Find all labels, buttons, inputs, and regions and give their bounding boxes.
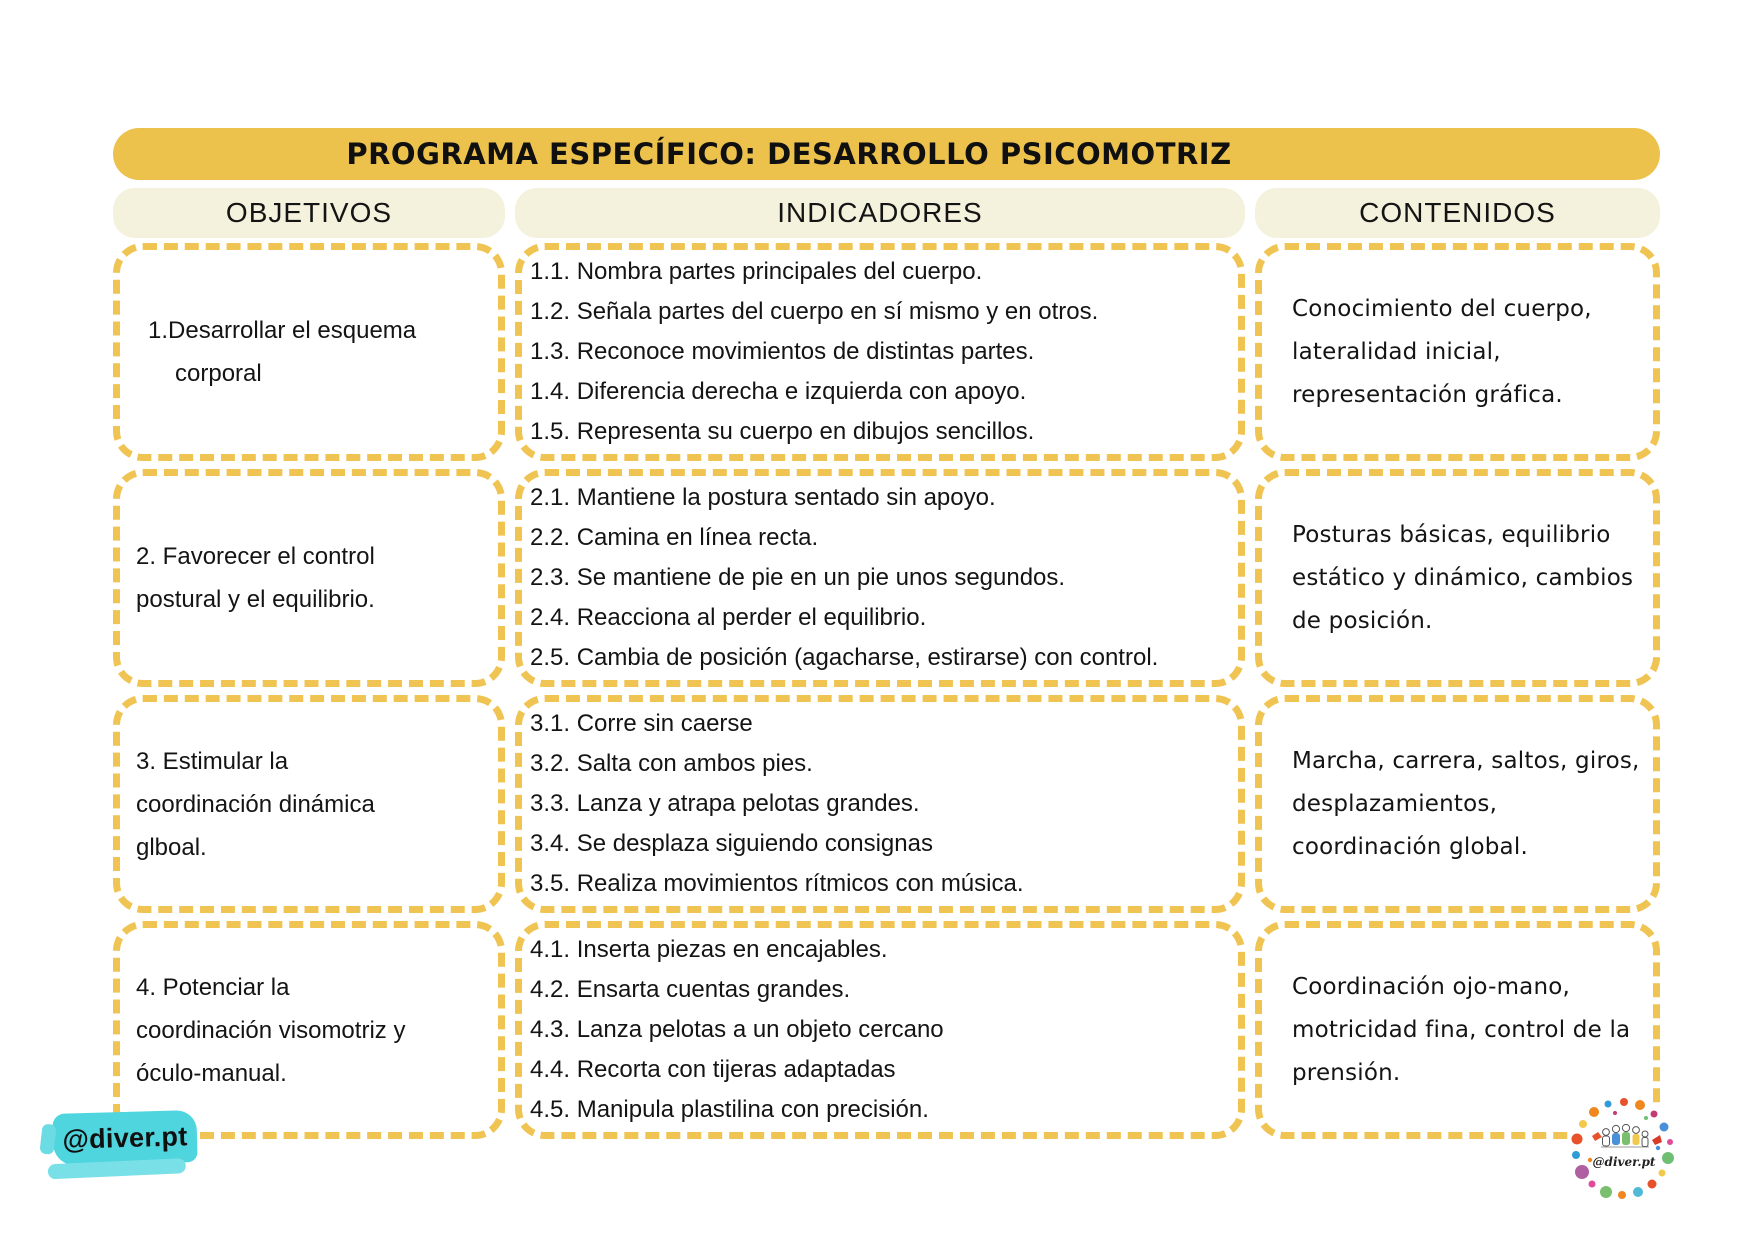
- indicador-item: 3.1. Corre sin caerse: [530, 710, 753, 737]
- indicador-item: 4.3. Lanza pelotas a un objeto cercano: [530, 1016, 944, 1043]
- contenido-text: Coordinación ojo-mano,: [1292, 973, 1571, 1000]
- objetivo-text: óculo-manual.: [136, 1059, 287, 1087]
- indicadores-cell-4: [515, 921, 1245, 1139]
- column-header-indicadores: INDICADORES: [515, 188, 1245, 238]
- contenido-text: motricidad fina, control de la: [1292, 1016, 1631, 1043]
- objetivo-cell-2: [113, 469, 505, 687]
- indicador-item: 1.5. Representa su cuerpo en dibujos sencillos.: [530, 418, 1035, 445]
- contenido-text: Marcha, carrera, saltos, giros,: [1292, 747, 1640, 774]
- objetivo-text: glboal.: [136, 833, 207, 861]
- indicador-item: 2.4. Reacciona al perder el equilibrio.: [530, 604, 927, 631]
- indicadores-cell-1: [515, 243, 1245, 461]
- indicador-item: 1.1. Nombra partes principales del cuerpo.: [530, 258, 983, 285]
- contenido-cell-2: [1255, 469, 1660, 687]
- objetivo-text: 2. Favorecer el control: [136, 543, 375, 570]
- column-header-contenidos: CONTENIDOS: [1255, 188, 1660, 238]
- objetivo-cell-1: [113, 243, 505, 461]
- objetivo-text: 1.Desarrollar el esquema: [148, 317, 417, 344]
- objetivo-text: postural y el equilibrio.: [136, 586, 375, 613]
- indicador-item: 3.3. Lanza y atrapa pelotas grandes.: [530, 790, 920, 817]
- indicadores-cell-2: [515, 469, 1245, 687]
- objetivo-cell-3: [113, 695, 505, 913]
- indicador-item: 1.2. Señala partes del cuerpo en sí mismo y en otros.: [530, 298, 1099, 325]
- logo-handle-text: @diver.pt: [1592, 1155, 1656, 1169]
- objetivo-text: coordinación visomotriz y: [136, 1016, 406, 1044]
- contenido-text: de posición.: [1292, 607, 1433, 634]
- objetivo-cell-4: [113, 921, 505, 1139]
- objetivo-text: coordinación dinámica: [136, 790, 375, 818]
- contenido-text: desplazamientos,: [1292, 790, 1498, 817]
- indicador-item: 4.5. Manipula plastilina con precisión.: [530, 1096, 929, 1123]
- column-headers: [113, 188, 1660, 238]
- indicador-item: 1.3. Reconoce movimientos de distintas partes.: [530, 338, 1035, 365]
- indicador-item: 4.4. Recorta con tijeras adaptadas: [530, 1056, 896, 1083]
- logo-background: [1570, 1094, 1678, 1202]
- diver-handle-badge: [52, 1110, 197, 1166]
- contenido-cell-3: [1255, 695, 1660, 913]
- contenido-text: Conocimiento del cuerpo,: [1292, 295, 1592, 322]
- indicador-item: 3.2. Salta con ambos pies.: [530, 750, 813, 777]
- indicador-item: 3.4. Se desplaza siguiendo consignas: [530, 830, 933, 857]
- diver-logo: [1568, 1092, 1680, 1204]
- objetivo-text: corporal: [175, 360, 262, 387]
- program-sheet: [113, 128, 1660, 1139]
- objetivo-text: 4. Potenciar la: [136, 973, 290, 1001]
- page-title: PROGRAMA ESPECÍFICO: DESARROLLO PSICOMOTRIZ: [346, 137, 1232, 171]
- indicador-item: 4.2. Ensarta cuentas grandes.: [530, 976, 851, 1003]
- indicador-item: 1.4. Diferencia derecha e izquierda con apoyo.: [530, 378, 1027, 405]
- indicador-item: 3.5. Realiza movimientos rítmicos con música.: [530, 870, 1024, 897]
- indicadores-cell-3: [515, 695, 1245, 913]
- column-header-objetivos: OBJETIVOS: [113, 188, 505, 238]
- indicador-item: 2.5. Cambia de posición (agacharse, estirarse) con control.: [530, 644, 1159, 671]
- objetivo-text: 3. Estimular la: [136, 747, 289, 775]
- contenido-text: representación gráfica.: [1292, 381, 1563, 408]
- contenido-text: lateralidad inicial,: [1292, 338, 1501, 365]
- diver-handle-text: @diver.pt: [62, 1120, 188, 1155]
- indicador-item: 2.1. Mantiene la postura sentado sin apoyo.: [530, 484, 996, 511]
- contenido-text: estático y dinámico, cambios: [1292, 564, 1634, 591]
- contenido-cell-1: [1255, 243, 1660, 461]
- indicador-item: 2.3. Se mantiene de pie en un pie unos segundos.: [530, 564, 1066, 591]
- contenido-text: coordinación global.: [1292, 833, 1528, 860]
- contenido-text: Posturas básicas, equilibrio: [1292, 521, 1611, 548]
- program-table: [113, 243, 1660, 1139]
- indicador-item: 2.2. Camina en línea recta.: [530, 524, 819, 551]
- indicador-item: 4.1. Inserta piezas en encajables.: [530, 936, 888, 963]
- contenido-text: prensión.: [1292, 1059, 1401, 1086]
- title-banner: [113, 128, 1660, 180]
